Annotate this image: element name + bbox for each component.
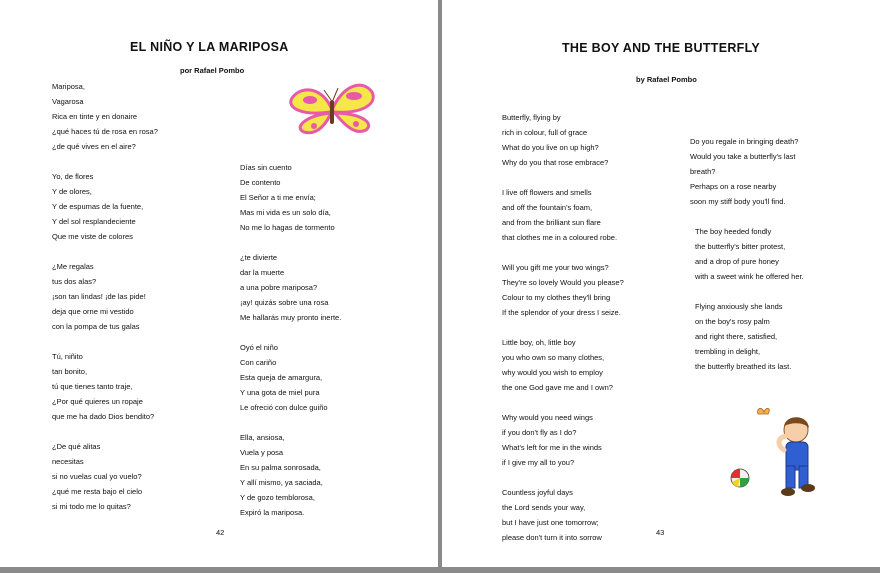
poem-line: ¿te divierte xyxy=(240,253,278,262)
poem-line: the Lord sends your way, xyxy=(502,503,586,512)
poem-line: El Señor a ti me envía; xyxy=(240,193,316,202)
stanza xyxy=(695,299,804,374)
poem-line: rich in colour, full of grace xyxy=(502,128,588,137)
english-poem-column-1 xyxy=(502,110,624,560)
poem-line: Countless joyful days xyxy=(502,488,573,497)
poem-line: I live off flowers and smells xyxy=(502,188,592,197)
poem-line: If the splendor of your dress I seize. xyxy=(502,308,621,317)
poem-line: They're so lovely Would you please? xyxy=(502,278,624,287)
stanza xyxy=(240,340,341,415)
poem-line: why would you wish to employ xyxy=(502,368,603,377)
poem-line: si mi todo me lo quitas? xyxy=(52,502,131,511)
author-byline: por Rafael Pombo xyxy=(180,66,245,75)
poem-line: Con cariño xyxy=(240,358,277,367)
page-number: 42 xyxy=(216,528,225,537)
poem-line: you who own so many clothes, xyxy=(502,353,605,362)
poem-line: if you don't fly as I do? xyxy=(502,428,577,437)
stanza xyxy=(690,134,804,209)
poem-line: and a drop of pure honey xyxy=(695,257,779,266)
poem-line: ¿qué me resta bajo el cielo xyxy=(52,487,143,496)
page-title: EL NIÑO Y LA MARIPOSA xyxy=(130,40,289,54)
page-title: THE BOY AND THE BUTTERFLY xyxy=(562,41,761,55)
stanza xyxy=(502,110,624,170)
poem-line: No me lo hagas de tormento xyxy=(240,223,335,232)
poem-line: the butterfly's bitter protest, xyxy=(695,242,786,251)
poem-line: ¿qué haces tú de rosa en rosa? xyxy=(52,127,158,136)
poem-line: ¡ay! quizás sobre una rosa xyxy=(240,298,329,307)
poem-line: Vuela y posa xyxy=(240,448,284,457)
poem-line: ¿Por qué quieres un ropaje xyxy=(52,397,143,406)
poem-line: De contento xyxy=(240,178,281,187)
poem-line: Que me viste de colores xyxy=(52,232,133,241)
poem-line: please don't turn it into sorrow xyxy=(502,533,602,542)
poem-line: What do you live on up high? xyxy=(502,143,599,152)
spanish-poem-column-2 xyxy=(240,160,341,535)
poem-line: Y de olores, xyxy=(52,187,92,196)
poem-line: Mariposa, xyxy=(52,82,85,91)
poem-line: What's left for me in the winds xyxy=(502,443,602,452)
poem-line: Y allí mismo, ya saciada, xyxy=(240,478,323,487)
poem-line: Expiró la mariposa. xyxy=(240,508,305,517)
poem-line: Me hallarás muy pronto inerte. xyxy=(240,313,342,322)
poem-line: ¿de qué vives en el aire? xyxy=(52,142,136,151)
poem-line: Why would you need wings xyxy=(502,413,593,422)
stanza xyxy=(52,259,158,334)
poem-line: Y una gota de miel pura xyxy=(240,388,320,397)
poem-line: The boy heeded fondly xyxy=(695,227,772,236)
page-number: 43 xyxy=(656,528,665,537)
poem-line: and right there, satisfied, xyxy=(695,332,778,341)
poem-line: Why do you that rose embrace? xyxy=(502,158,609,167)
right-page xyxy=(442,0,880,567)
poem-line: Perhaps on a rose nearby xyxy=(690,182,777,191)
poem-line: Would you take a butterfly's last xyxy=(690,152,796,161)
poem-line: Y del sol resplandeciente xyxy=(52,217,136,226)
poem-line: deja que orne mi vestido xyxy=(52,307,134,316)
stanza xyxy=(240,250,341,325)
poem-line: Yo, de flores xyxy=(52,172,94,181)
butterfly-illustration xyxy=(284,80,380,140)
poem-line: with a sweet wink he offered her. xyxy=(695,272,804,281)
poem-line: tan bonito, xyxy=(52,367,88,376)
poem-line: Le ofreció con dulce guiño xyxy=(240,403,328,412)
english-poem-column-2 xyxy=(690,134,804,389)
poem-line: a una pobre mariposa? xyxy=(240,283,318,292)
stanza xyxy=(502,485,624,545)
stanza xyxy=(502,335,624,395)
poem-line: the butterfly breathed its last. xyxy=(695,362,792,371)
poem-line: Días sin cuento xyxy=(240,163,292,172)
poem-line: ¿De qué alitas xyxy=(52,442,101,451)
poem-line: Oyó el niño xyxy=(240,343,278,352)
poem-line: tus dos alas? xyxy=(52,277,97,286)
poem-line: Y de gozo temblorosa, xyxy=(240,493,315,502)
poem-line: Tú, niñito xyxy=(52,352,83,361)
poem-line: Vagarosa xyxy=(52,97,84,106)
poem-line: if I give my all to you? xyxy=(502,458,575,467)
poem-line: dar la muerte xyxy=(240,268,285,277)
poem-line: tú que tienes tanto traje, xyxy=(52,382,133,391)
stanza xyxy=(52,439,158,514)
stanza xyxy=(502,185,624,245)
poem-line: that clothes me in a coloured robe. xyxy=(502,233,618,242)
stanza xyxy=(240,160,341,235)
stanza xyxy=(502,410,624,470)
poem-line: Little boy, oh, little boy xyxy=(502,338,576,347)
poem-line: Do you regale in bringing death? xyxy=(690,137,799,146)
poem-line: ¿Me regalas xyxy=(52,262,94,271)
stanza xyxy=(52,169,158,244)
boy-with-ball-illustration xyxy=(720,404,830,504)
poem-line: Mas mi vida es un solo día, xyxy=(240,208,331,217)
stanza xyxy=(52,79,158,154)
poem-line: necesitas xyxy=(52,457,84,466)
stanza xyxy=(502,260,624,320)
poem-line: the one God gave me and I own? xyxy=(502,383,613,392)
poem-line: Will you gift me your two wings? xyxy=(502,263,609,272)
author-byline: by Rafael Pombo xyxy=(636,75,697,84)
poem-line: Butterfly, flying by xyxy=(502,113,561,122)
spanish-poem-column-1 xyxy=(52,79,158,529)
poem-line: soon my stiff body you'll find. xyxy=(690,197,786,206)
poem-line: on the boy's rosy palm xyxy=(695,317,770,326)
poem-line: Esta queja de amargura, xyxy=(240,373,323,382)
poem-line: si no vuelas cual yo vuelo? xyxy=(52,472,142,481)
poem-line: Y de espumas de la fuente, xyxy=(52,202,144,211)
stanza xyxy=(240,430,341,520)
poem-line: trembling in delight, xyxy=(695,347,761,356)
stanza xyxy=(52,349,158,424)
poem-line: breath? xyxy=(690,167,716,176)
poem-line: and from the brilliant sun flare xyxy=(502,218,601,227)
stanza xyxy=(695,224,804,284)
left-page xyxy=(0,0,438,567)
poem-line: que me ha dado Dios bendito? xyxy=(52,412,155,421)
poem-line: con la pompa de tus galas xyxy=(52,322,140,331)
poem-line: but I have just one tomorrow; xyxy=(502,518,599,527)
poem-line: ¡son tan lindas! ¡de las pide! xyxy=(52,292,146,301)
poem-line: Flying anxiously she lands xyxy=(695,302,783,311)
poem-line: Colour to my clothes they'll bring xyxy=(502,293,611,302)
poem-line: Ella, ansiosa, xyxy=(240,433,285,442)
poem-line: En su palma sonrosada, xyxy=(240,463,321,472)
poem-line: and off the fountain's foam, xyxy=(502,203,593,212)
poem-line: Rica en tinte y en donaire xyxy=(52,112,138,121)
